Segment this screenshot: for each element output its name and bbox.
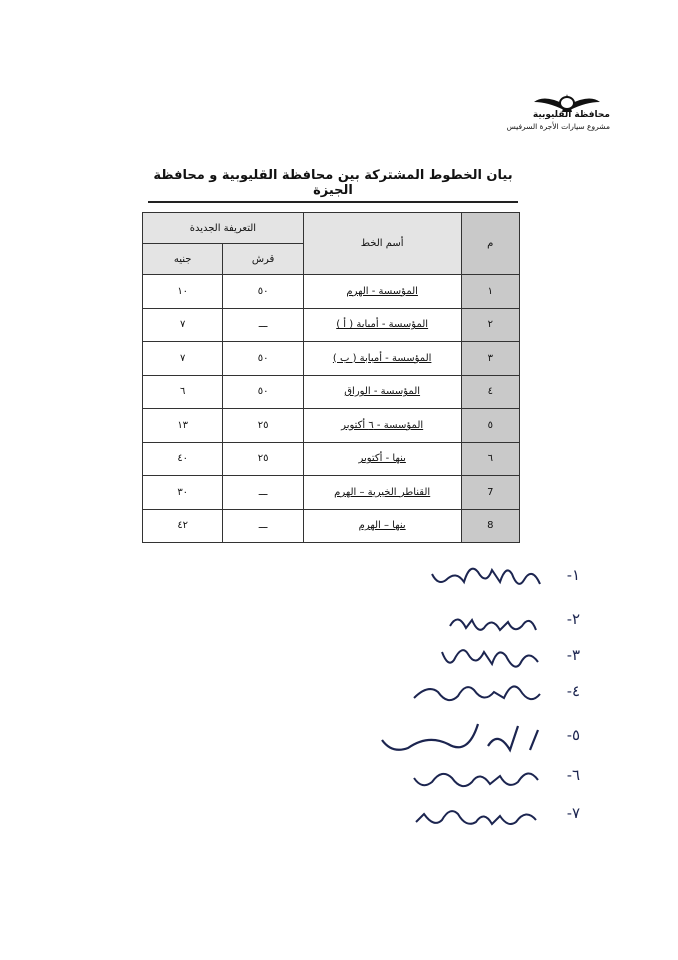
table-row: [143, 342, 520, 376]
lines-table: [142, 212, 520, 543]
row-line-name: المؤسسة - الهرم: [303, 275, 461, 309]
row-number: ٢: [461, 308, 519, 342]
table-row: [143, 375, 520, 409]
row-number: 8: [461, 509, 519, 543]
project-name: مشروع سيارات الأجرة السرفيس: [506, 122, 610, 131]
signature-entry: [260, 604, 580, 640]
table-row: [143, 476, 520, 510]
row-pound: ١٣: [143, 409, 223, 443]
handwritten-signature: [428, 560, 548, 596]
signature-number: ٤-: [566, 682, 580, 700]
row-number: ٦: [461, 442, 519, 476]
signature-entry: [260, 676, 580, 712]
row-line-name: المؤسسة - أمبابة ( ب ): [303, 342, 461, 376]
table-row: [143, 308, 520, 342]
row-line-name: المؤسسة - ٦ أكتوبر: [303, 409, 461, 443]
row-qirsh: ٥٠: [223, 342, 303, 376]
signature-number: ١-: [566, 566, 580, 584]
row-pound: ٦: [143, 375, 223, 409]
row-pound: ٣٠: [143, 476, 223, 510]
signature-entry: [260, 760, 580, 796]
row-line-name: بنها – الهرم: [303, 509, 461, 543]
handwritten-signature: [378, 720, 548, 756]
table-row: [143, 275, 520, 309]
row-qirsh: ٢٥: [223, 442, 303, 476]
header-line-name: أسم الخط: [303, 213, 461, 275]
row-number: ١: [461, 275, 519, 309]
signature-entry: [260, 640, 580, 676]
signature-entry: [260, 560, 580, 596]
header-pound: جنيه: [143, 244, 223, 275]
row-qirsh: ٥٠: [223, 275, 303, 309]
handwritten-signature: [428, 604, 548, 640]
handwritten-signature: [408, 676, 548, 712]
signature-number: ٦-: [566, 766, 580, 784]
row-pound: ١٠: [143, 275, 223, 309]
handwritten-signature: [408, 798, 548, 834]
governorate-logo: [506, 92, 610, 140]
signature-entry: [260, 720, 580, 756]
table-header-row: [143, 213, 520, 244]
row-line-name: المؤسسة - الوراق: [303, 375, 461, 409]
row-qirsh: ـــ: [223, 476, 303, 510]
row-number: ٥: [461, 409, 519, 443]
row-line-name: القناطر الخيرية – الهرم: [303, 476, 461, 510]
row-number: 7: [461, 476, 519, 510]
row-pound: ٧: [143, 342, 223, 376]
row-pound: ٤٠: [143, 442, 223, 476]
row-line-name: بنها - أكتوبر: [303, 442, 461, 476]
signature-number: ٧-: [566, 804, 580, 822]
row-pound: ٤٢: [143, 509, 223, 543]
row-qirsh: ٥٠: [223, 375, 303, 409]
row-number: ٣: [461, 342, 519, 376]
row-number: ٤: [461, 375, 519, 409]
document-title: بيان الخطوط المشتركة بين محافظة القليوبية و محافظة الجيزة: [148, 168, 518, 203]
org-name: محافظة القليوبية: [532, 110, 610, 120]
row-line-name: المؤسسة - أمبابة ( أ ): [303, 308, 461, 342]
row-pound: ٧: [143, 308, 223, 342]
handwritten-signature: [428, 640, 548, 676]
header-number: م: [461, 213, 519, 275]
signature-number: ٣-: [566, 646, 580, 664]
row-qirsh: ٢٥: [223, 409, 303, 443]
table-row: [143, 442, 520, 476]
row-qirsh: ـــ: [223, 308, 303, 342]
header-new-fare: التعريفة الجديدة: [143, 213, 304, 244]
table-row: [143, 509, 520, 543]
header-qirsh: قرش: [223, 244, 303, 275]
handwritten-signature: [408, 760, 548, 796]
row-qirsh: ـــ: [223, 509, 303, 543]
signature-entry: [260, 798, 580, 834]
signature-number: ٥-: [566, 726, 580, 744]
table-row: [143, 409, 520, 443]
signature-number: ٢-: [566, 610, 580, 628]
